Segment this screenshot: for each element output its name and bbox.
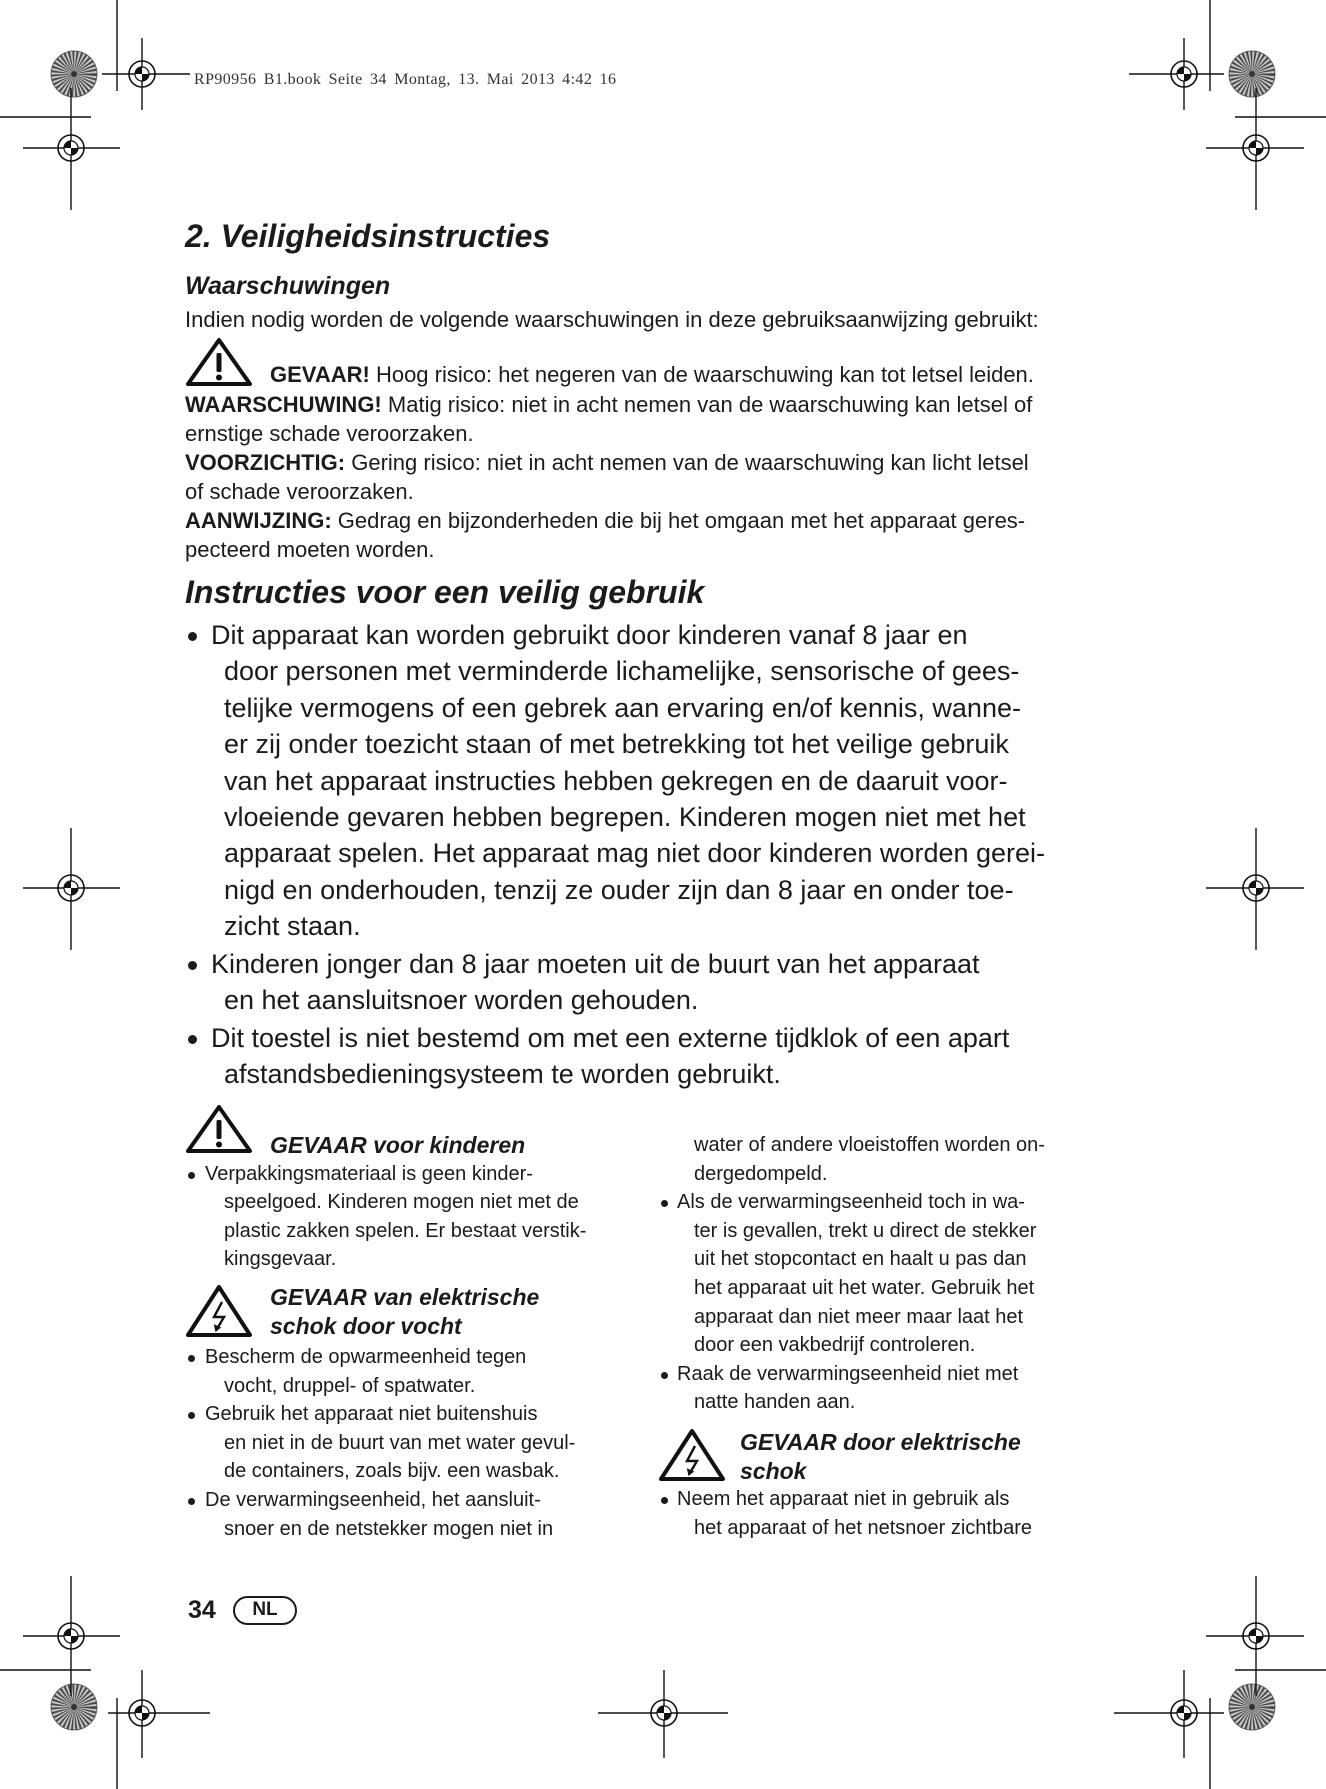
list-item-line: De verwarmingseenheid, het aansluit- bbox=[205, 1488, 541, 1511]
registration-mark bbox=[1206, 828, 1304, 950]
registration-mark bbox=[1206, 1576, 1304, 1696]
list-item-line: Kinderen jonger dan 8 jaar moeten uit de buurt van het apparaat bbox=[211, 948, 980, 979]
hazard-heading-children: GEVAAR voor kinderen bbox=[270, 1132, 526, 1158]
warning-level-text: Matig risico: niet in acht nemen van de waarschuwing kan letsel of bbox=[387, 392, 1033, 417]
hazard-heading-line: schok door vocht bbox=[270, 1312, 462, 1339]
list-item-line: Als de verwarmingseenheid toch in wa- bbox=[677, 1191, 1025, 1214]
list-item-line: er zij onder toezicht staan of met betrekking tot het veilige gebruik bbox=[224, 729, 1009, 760]
warning-level-aanwijzing bbox=[185, 506, 1032, 535]
bullet-dot bbox=[188, 1172, 195, 1179]
hazard-heading-line: schok bbox=[740, 1457, 807, 1484]
list-item-line: natte handen aan. bbox=[694, 1391, 856, 1414]
list-item bbox=[658, 1485, 1032, 1542]
list-item-line: Dit toestel is niet bestemd om met een externe tijdklok of een apart bbox=[211, 1022, 1010, 1053]
hazard-children-list bbox=[185, 1160, 586, 1274]
list-item-continued bbox=[658, 1131, 1045, 1188]
section-title: 2. Veiligheidsinstructies bbox=[185, 218, 551, 254]
list-item-line: vocht, druppel- of spatwater. bbox=[224, 1374, 476, 1397]
list-item-line: het apparaat uit het water. Gebruik het bbox=[694, 1276, 1035, 1299]
list-item-line: apparaat spelen. Het apparaat mag niet door kinderen worden gerei- bbox=[224, 838, 1046, 869]
warning-level-voorzichtig bbox=[185, 448, 1032, 477]
hazard-moisture-list-right bbox=[658, 1131, 1045, 1417]
color-bar-sunburst bbox=[51, 51, 97, 97]
warnings-intro: Indien nodig worden de volgende waarschuwingen in deze gebruiksaanwijzing gebruikt: bbox=[185, 307, 1039, 332]
list-item-line: water of andere vloeistoffen worden on- bbox=[694, 1134, 1045, 1156]
registration-mark bbox=[1129, 38, 1224, 110]
print-slug: RP90956 B1.book Seite 34 Montag, 13. Mai 2013 4:42 16 bbox=[194, 71, 617, 88]
warning-level-label: VOORZICHTIG: bbox=[185, 450, 346, 475]
warning-level-label: AANWIJZING: bbox=[185, 508, 332, 533]
list-item-line: dergedompeld. bbox=[694, 1162, 828, 1185]
list-item-line: vloeiende gevaren hebben begrepen. Kinderen mogen niet met het bbox=[224, 802, 1026, 833]
list-item-line: speelgoed. Kinderen mogen niet met de bbox=[224, 1191, 579, 1214]
list-item-line: en niet in de buurt van met water gevul- bbox=[224, 1431, 576, 1454]
list-item-line: door een vakbedrijf controleren. bbox=[694, 1334, 976, 1357]
list-item-line: snoer en de netstekker mogen niet in bbox=[224, 1517, 554, 1540]
warning-triangle-icon bbox=[185, 337, 253, 387]
bullet-dot bbox=[661, 1372, 668, 1379]
hazard-heading-line: GEVAAR van elektrische bbox=[270, 1284, 540, 1310]
list-item bbox=[658, 1188, 1045, 1360]
color-bar-sunburst bbox=[1229, 1684, 1275, 1730]
page-number: 34 bbox=[188, 1596, 216, 1624]
warnings-heading: Waarschuwingen bbox=[185, 272, 391, 300]
registration-mark bbox=[108, 1670, 210, 1758]
list-item-line: nigd en onderhouden, tenzij ze ouder zijn dan 8 jaar en onder toe- bbox=[224, 874, 1014, 905]
list-item-line: uit het stopcontact en haalt u pas dan bbox=[694, 1248, 1027, 1271]
list-item-line: Gebruik het apparaat niet buitenshuis bbox=[205, 1403, 538, 1426]
list-item bbox=[658, 1360, 1045, 1417]
list-item-line: van het apparaat instructies hebben gekregen en de daaruit voor- bbox=[224, 765, 1008, 796]
list-item-line: ter is gevallen, trekt u direct de stekker bbox=[694, 1219, 1037, 1242]
list-item-line: Verpakkingsmateriaal is geen kinder- bbox=[205, 1162, 533, 1185]
bullet-dot bbox=[188, 961, 197, 970]
list-item-line: het apparaat of het netsnoer zichtbare bbox=[694, 1516, 1033, 1539]
hazard-heading-moisture-shock bbox=[270, 1283, 539, 1340]
warning-triangle-icon bbox=[185, 1104, 253, 1154]
bullet-dot bbox=[188, 632, 197, 641]
list-item bbox=[185, 1486, 575, 1543]
registration-mark bbox=[23, 1576, 120, 1696]
warning-level-text: of schade veroorzaken. bbox=[185, 479, 414, 504]
bullet-dot bbox=[188, 1355, 195, 1362]
electric-shock-triangle-icon bbox=[185, 1284, 253, 1338]
list-item-line: kingsgevaar. bbox=[224, 1248, 337, 1271]
warning-level-gevaar bbox=[270, 361, 1034, 389]
registration-mark bbox=[23, 88, 120, 210]
safe-use-heading: Instructies voor een veilig gebruik bbox=[185, 574, 705, 610]
warning-level-label: GEVAAR! bbox=[270, 362, 370, 387]
hazard-electric-shock-list bbox=[658, 1485, 1032, 1542]
list-item-line: Dit apparaat kan worden gebruikt door kinderen vanaf 8 jaar en bbox=[211, 620, 968, 650]
list-item-line: telijke vermogens of een gebrek aan ervaring en/of kennis, wanne- bbox=[224, 692, 1021, 723]
list-item-line: zicht staan. bbox=[224, 911, 361, 942]
electric-shock-triangle-icon bbox=[658, 1428, 726, 1482]
warning-level-text: Gering risico: niet in acht nemen van de waarschuwing kan licht letsel bbox=[351, 450, 1029, 475]
color-bar-sunburst bbox=[51, 1684, 97, 1730]
list-item-line: door personen met verminderde lichamelijke, sensorische of gees- bbox=[224, 656, 1020, 687]
list-item bbox=[185, 946, 1045, 1019]
safe-use-bullet-list bbox=[185, 617, 1045, 1093]
list-item-line: de containers, zoals bijv. een wasbak. bbox=[224, 1460, 560, 1483]
bullet-dot bbox=[188, 1498, 195, 1505]
warning-level-text: ernstige schade veroorzaken. bbox=[185, 421, 474, 446]
warning-level-waarschuwing bbox=[185, 390, 1032, 419]
list-item-line: afstandsbedieningsysteem te worden gebruikt. bbox=[224, 1059, 781, 1090]
warning-level-text: Hoog risico: het negeren van de waarschuwing kan tot letsel leiden. bbox=[375, 362, 1034, 387]
list-item bbox=[185, 1020, 1045, 1093]
registration-mark bbox=[598, 1670, 728, 1758]
color-bar-sunburst bbox=[1229, 51, 1275, 97]
warning-levels-list bbox=[185, 390, 1032, 564]
list-item bbox=[185, 617, 1045, 945]
registration-mark bbox=[1206, 88, 1304, 210]
hazard-heading-electric-shock bbox=[740, 1428, 1021, 1485]
list-item-line: en het aansluitsnoer worden gehouden. bbox=[224, 985, 699, 1016]
warning-level-text: Gedrag en bijzonderheden die bij het omgaan met het apparaat geres- bbox=[337, 508, 1026, 533]
warning-level-label: WAARSCHUWING! bbox=[185, 392, 382, 417]
bullet-dot bbox=[188, 1035, 197, 1044]
hazard-heading-line: GEVAAR door elektrische bbox=[740, 1429, 1021, 1455]
registration-mark bbox=[23, 828, 120, 950]
list-item-line: Bescherm de opwarmeenheid tegen bbox=[205, 1346, 527, 1368]
registration-mark bbox=[1114, 1670, 1224, 1758]
registration-mark bbox=[102, 38, 190, 110]
warning-level-text: pecteerd moeten worden. bbox=[185, 537, 435, 562]
list-item-line: Raak de verwarmingseenheid niet met bbox=[677, 1362, 1019, 1385]
list-item bbox=[185, 1343, 575, 1400]
list-item-line: Neem het apparaat niet in gebruik als bbox=[677, 1488, 1010, 1511]
hazard-moisture-list-left bbox=[185, 1343, 575, 1543]
list-item bbox=[185, 1400, 575, 1486]
list-item-line: apparaat dan niet meer maar laat het bbox=[694, 1305, 1024, 1328]
language-badge: NL bbox=[233, 1596, 297, 1625]
list-item bbox=[185, 1160, 586, 1274]
list-item-line: plastic zakken spelen. Er bestaat verstik- bbox=[224, 1219, 587, 1242]
